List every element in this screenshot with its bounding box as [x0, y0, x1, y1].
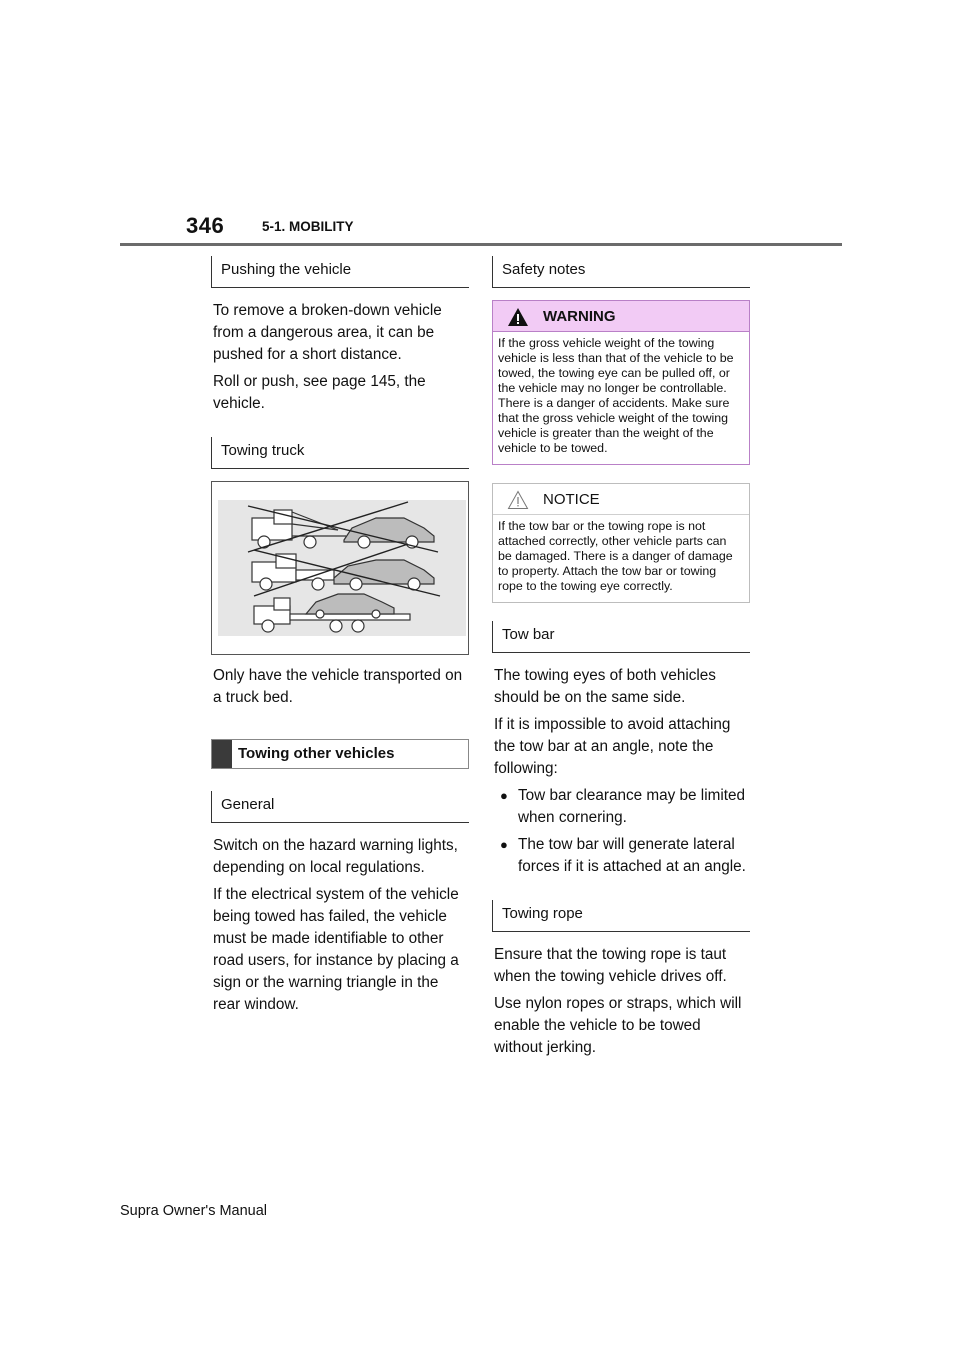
- header-rule: [120, 243, 842, 246]
- tow-truck-diagram: [218, 500, 466, 636]
- notice-text: If the tow bar or the towing rope is not attached correctly, other vehicle parts can be damaged. There is a danger of damage to property. Attach the tow bar or towing rope to the towing eye correctly.: [493, 514, 749, 602]
- right-column: [492, 256, 750, 1064]
- caution-triangle-icon: [507, 490, 529, 510]
- notice-box: [492, 483, 750, 603]
- warning-text: If the gross vehicle weight of the towing vehicle is less than that of the vehicle to be towed, the towing eye can be pulled off, or the vehicle may no longer be controllable. There is a danger of accidents. Make sure that the gross vehicle weight of the towing vehicle is greater than the weight of the vehicle to be towed.: [493, 331, 749, 464]
- paragraph: The towing eyes of both vehicles should be on the same side.: [494, 667, 716, 706]
- heading-general: General: [211, 791, 469, 823]
- footer-manual-title: Supra Owner's Manual: [120, 1203, 268, 1219]
- paragraph: If it is impossible to avoid attaching the tow bar at an angle, note the following:: [494, 716, 731, 777]
- page-number: 346: [186, 213, 225, 238]
- notice-header: [493, 484, 749, 514]
- heading-bar: [212, 740, 232, 768]
- warning-box: [492, 300, 750, 465]
- heading-pushing-vehicle: Pushing the vehicle: [211, 256, 469, 288]
- paragraph: Use nylon ropes or straps, which will enable the vehicle to be towed without jerking.: [494, 995, 742, 1056]
- bullet-icon: ●: [500, 788, 508, 803]
- heading-tow-bar: Tow bar: [492, 621, 750, 653]
- heading-towing-rope: Towing rope: [492, 900, 750, 932]
- heading-towing-truck: Towing truck: [211, 437, 469, 469]
- left-column: [211, 256, 469, 1021]
- figure-caption: Only have the vehicle transported on a truck bed.: [213, 667, 463, 706]
- warning-header: [493, 301, 749, 331]
- paragraph: Switch on the hazard warning lights, depending on local regulations.: [213, 837, 458, 876]
- section-title: 5-1. MOBILITY: [262, 219, 354, 234]
- warning-title: WARNING: [543, 308, 616, 325]
- list-item: [500, 785, 750, 829]
- list-item-text: The tow bar will generate lateral forces if it is attached at an angle.: [518, 836, 746, 875]
- list-item-text: Tow bar clearance may be limited when cornering.: [518, 787, 746, 826]
- list-item: [500, 834, 750, 878]
- bullet-icon: ●: [500, 837, 508, 852]
- notice-title: NOTICE: [543, 491, 600, 508]
- warning-triangle-icon: [507, 307, 529, 327]
- heading-towing-other-vehicles: [211, 739, 469, 769]
- paragraph: Roll or push, see page 145, the vehicle.: [213, 373, 426, 412]
- paragraph: If the electrical system of the vehicle being towed has failed, the vehicle must be made identifiable to other road users, for instance by placing a sign or the warning triangle in the rear window.: [213, 886, 459, 1013]
- heading-text: Towing other vehicles: [238, 745, 395, 762]
- paragraph: Ensure that the towing rope is taut when the towing vehicle drives off.: [494, 946, 727, 985]
- heading-safety-notes: Safety notes: [492, 256, 750, 288]
- paragraph: To remove a broken-down vehicle from a dangerous area, it can be pushed for a short distance.: [213, 302, 442, 363]
- towing-methods-illustration: [211, 481, 469, 655]
